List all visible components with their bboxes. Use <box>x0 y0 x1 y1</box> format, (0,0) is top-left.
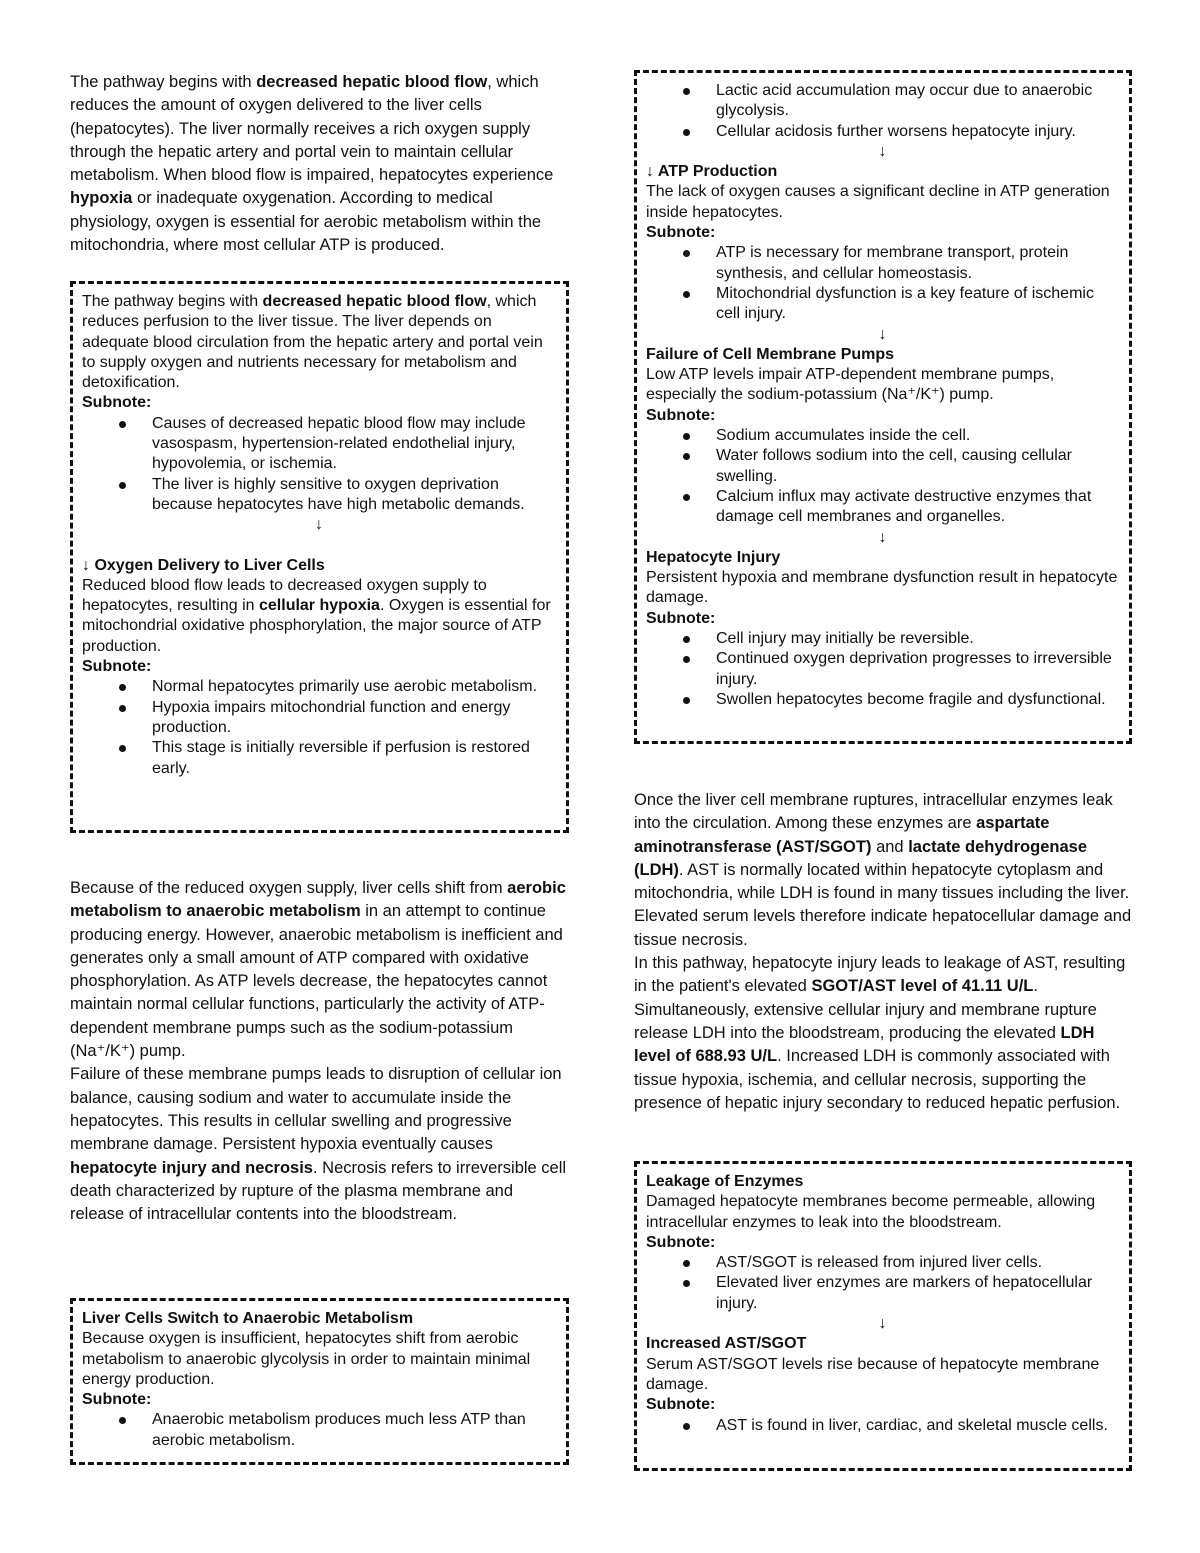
bold-term: SGOT/AST level of 41.11 U/L <box>811 977 1034 996</box>
subnote-list <box>646 1253 1119 1314</box>
step-title: Leakage of Enzymes <box>646 1173 804 1190</box>
intro-paragraph: The pathway begins with decreased hepatic blood flow, which reduces the amount of oxygen delivered to the liver cells (hepatocytes). The liver normally receives a rich oxygen supply through the hepatic artery and portal vein to maintain cellular metabolism. When blood flow is impaired, hepatocytes experience hypoxia or inadequate oxygenation. According to medical physiology, oxygen is essential for aerobic metabolism within the mitochondria, where most cellular ATP is produced. <box>70 73 554 255</box>
list-item: Water follows sodium into the cell, causing cellular swelling. <box>646 446 1119 487</box>
paragraph-segment: Once the liver cell membrane ruptures, intracellular enzymes leak into the circulation. Among these enzymes are aspartate aminotransferase (AST/SGOT) and lactate dehydrogenase (LDH). AST is normally located within hepatocyte cytoplasm and mitochondria, while LDH is found in many tissues including the liver. Elevated serum levels therefore indicate hepatocellular damage and tissue necrosis. <box>634 791 1132 949</box>
bold-term: decreased hepatic blood flow <box>262 293 487 310</box>
step-body: Because oxygen is insufficient, hepatocytes shift from aerobic metabolism to anaerobic glycolysis in order to maintain minimal energy production. <box>82 1330 531 1388</box>
bold-term: cellular hypoxia <box>259 597 380 615</box>
list-item: Cell injury may initially be reversible. <box>646 629 1119 649</box>
subnote-list <box>646 426 1119 527</box>
list-item: Mitochondrial dysfunction is a key feature of ischemic cell injury. <box>646 284 1119 325</box>
step-title: Hepatocyte Injury <box>646 548 781 566</box>
list-item: Elevated liver enzymes are markers of hepatocellular injury. <box>646 1273 1119 1314</box>
bold-term: hypoxia <box>70 189 133 208</box>
pathway-box-blood-flow <box>70 281 569 833</box>
subnote-label: Subnote: <box>646 406 716 424</box>
list-item: Causes of decreased hepatic blood flow may include vasospasm, hypertension-related endothelial injury, hypovolemia, or ischemia. <box>82 414 556 475</box>
subnote-list <box>82 677 556 778</box>
list-item: Continued oxygen deprivation progresses to irreversible injury. <box>646 649 1119 690</box>
bold-term: aerobic metabolism to anaerobic metabolism <box>70 879 566 921</box>
down-arrow-icon: ↓ <box>878 528 887 546</box>
subnote-label: Subnote: <box>82 394 152 412</box>
subnote-list <box>646 629 1119 710</box>
box-intro-text: The pathway begins with decreased hepatic blood flow, which reduces perfusion to the liver tissue. The liver depends on adequate blood circulation from the hepatic artery and portal vein to supply oxygen and nutrients necessary for metabolism and detoxification. <box>82 293 543 392</box>
paragraph-segment: Because of the reduced oxygen supply, liver cells shift from aerobic metabolism to anaerobic metabolism in an attempt to continue producing energy. However, anaerobic metabolism is inefficient and generates only a small amount of ATP compared with oxidative phosphorylation. As ATP levels decrease, the hepatocytes cannot maintain normal cellular functions, particularly the activity of ATP-dependent membrane pumps such as the sodium-potassium (Na⁺/K⁺) pump. <box>70 879 566 1061</box>
step-body: Persistent hypoxia and membrane dysfunction result in hepatocyte damage. <box>646 569 1118 607</box>
subnote-list <box>646 1416 1119 1436</box>
down-arrow-icon: ↓ <box>878 1315 887 1333</box>
list-item: Hypoxia impairs mitochondrial function and energy production. <box>82 698 556 739</box>
down-arrow-icon: ↓ <box>878 325 887 343</box>
list-item: Cellular acidosis further worsens hepatocyte injury. <box>646 122 1119 142</box>
step-title: ↓ Oxygen Delivery to Liver Cells <box>82 556 325 574</box>
subnote-label: Subnote: <box>82 658 152 676</box>
list-item: This stage is initially reversible if perfusion is restored early. <box>82 738 556 779</box>
step-title: ↓ ATP Production <box>646 163 778 181</box>
step-body: Low ATP levels impair ATP-dependent membrane pumps, especially the sodium-potassium (Na⁺/K⁺) pump. <box>646 366 1055 404</box>
list-item: Normal hepatocytes primarily use aerobic metabolism. <box>82 677 556 697</box>
down-arrow-icon: ↓ <box>878 142 887 160</box>
step-title: Increased AST/SGOT <box>646 1335 807 1353</box>
list-item: Anaerobic metabolism produces much less ATP than aerobic metabolism. <box>82 1410 556 1451</box>
subnote-list <box>646 81 1119 142</box>
pathway-box-anaerobic <box>70 1298 569 1465</box>
list-item: Sodium accumulates inside the cell. <box>646 426 1119 446</box>
list-item: The liver is highly sensitive to oxygen deprivation because hepatocytes have high metabolic demands. <box>82 475 556 516</box>
list-item: Calcium influx may activate destructive enzymes that damage cell membranes and organelles. <box>646 487 1119 528</box>
step-body: The lack of oxygen causes a significant decline in ATP generation inside hepatocytes. <box>646 183 1110 221</box>
subnote-label: Subnote: <box>646 1396 716 1414</box>
bold-term: lactate dehydrogenase (LDH) <box>634 837 1088 879</box>
list-item: AST is found in liver, cardiac, and skeletal muscle cells. <box>646 1416 1119 1436</box>
subnote-list <box>82 1410 556 1451</box>
subnote-list <box>82 414 556 515</box>
subnote-label: Subnote: <box>646 1233 716 1251</box>
pathway-box-atp <box>634 70 1132 744</box>
paragraph-segment: Failure of these membrane pumps leads to disruption of cellular ion balance, causing sodium and water to accumulate inside the hepatocytes. This results in cellular swelling and progressive membrane damage. Persistent hypoxia eventually causes hepatocyte injury and necrosis. Necrosis refers to irreversible cell death characterized by rupture of the plasma membrane and release of intracellular contents into the bloodstream. <box>70 1065 567 1224</box>
subnote-label: Subnote: <box>646 224 716 242</box>
bold-term: aspartate aminotransferase (AST/SGOT) <box>634 814 1050 856</box>
subnote-list <box>646 243 1119 324</box>
bold-term: decreased hepatic blood flow <box>256 73 488 91</box>
subnote-label: Subnote: <box>646 609 716 627</box>
pathway-box-enzymes <box>634 1161 1132 1471</box>
bold-term: hepatocyte injury and necrosis <box>70 1158 313 1177</box>
list-item: Swollen hepatocytes become fragile and dysfunctional. <box>646 690 1119 710</box>
paragraph-segment: In this pathway, hepatocyte injury leads to leakage of AST, resulting in the patient's elevated SGOT/AST level of 41.11 U/L. Simultaneously, extensive cellular injury and membrane rupture release LDH into the bloodstream, producing the elevated LDH level of 688.93 U/L. Increased LDH is commonly associated with tissue hypoxia, ischemia, and cellular necrosis, supporting the presence of hepatic injury secondary to reduced hepatic perfusion. <box>634 954 1126 1112</box>
step-body: Damaged hepatocyte membranes become permeable, allowing intracellular enzymes to leak into the bloodstream. <box>646 1193 1096 1231</box>
step-title: Failure of Cell Membrane Pumps <box>646 345 895 363</box>
subnote-label: Subnote: <box>82 1391 152 1409</box>
step-title: Liver Cells Switch to Anaerobic Metabolism <box>82 1310 414 1327</box>
list-item: AST/SGOT is released from injured liver cells. <box>646 1253 1119 1273</box>
step-body: Serum AST/SGOT levels rise because of hepatocyte membrane damage. <box>646 1355 1100 1393</box>
list-item: ATP is necessary for membrane transport, protein synthesis, and cellular homeostasis. <box>646 243 1119 284</box>
bold-term: LDH level of 688.93 U/L <box>634 1023 1095 1066</box>
step-body: Reduced blood flow leads to decreased oxygen supply to hepatocytes, resulting in cellular hypoxia. Oxygen is essential for mitochondrial oxidative phosphorylation, the major source of ATP production. <box>82 576 551 655</box>
anaerobic-paragraph <box>70 877 570 1226</box>
enzyme-paragraph <box>634 789 1134 1115</box>
down-arrow-icon: ↓ <box>315 516 323 534</box>
list-item: Lactic acid accumulation may occur due to anaerobic glycolysis. <box>646 81 1119 122</box>
